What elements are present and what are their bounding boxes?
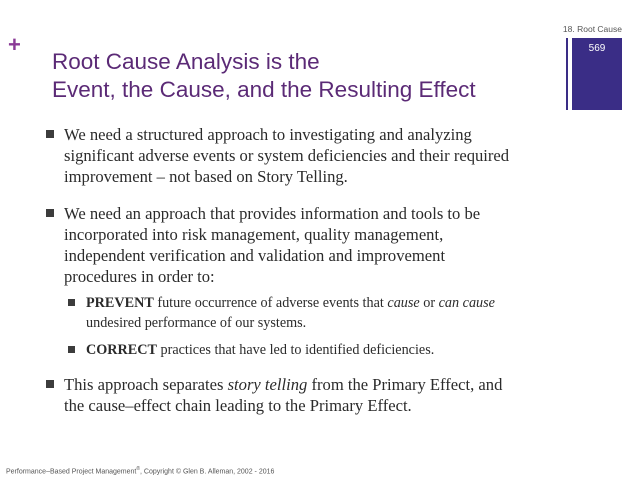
- footer-text: , Copyright © Glen B. Alleman, 2002 - 2016: [140, 468, 275, 476]
- bullet-line: independent verification and validation and improvement: [64, 246, 446, 265]
- bullet-structured-approach: [46, 124, 606, 187]
- section-label: 18. Root Cause: [562, 24, 622, 34]
- subbullet-text: or: [419, 295, 439, 311]
- bullet-approach-information: [46, 203, 606, 287]
- subbullet-correct: [46, 340, 606, 360]
- bullet-line: incorporated into risk management, quality management,: [64, 225, 444, 244]
- bullet-text: from the Primary Effect, and: [307, 375, 503, 394]
- subbullet-text: future occurrence of adverse events that: [153, 295, 388, 311]
- bullet-line: the cause–effect chain leading to the Primary Effect.: [64, 396, 412, 415]
- accent-bar-thin: [566, 38, 568, 110]
- footer-text: Performance–Based Project Management: [6, 468, 137, 476]
- bullet-line: [64, 374, 606, 395]
- square-bullet-icon: [46, 130, 54, 138]
- title-line-2: Event, the Cause, and the Resulting Effect: [52, 77, 476, 102]
- bullet-line: significant adverse events or system deficiencies and their required: [64, 146, 510, 165]
- subbullet-italic: can cause: [438, 295, 495, 311]
- bullet-line: improvement – not based on Story Telling.: [64, 167, 348, 186]
- square-bullet-icon: [46, 209, 54, 217]
- slide-body: [46, 124, 606, 416]
- keyword-correct: CORRECT: [86, 342, 157, 358]
- bullet-italic: story telling: [227, 375, 308, 394]
- bullet-line: We need a structured approach to investigating and analyzing: [64, 125, 472, 144]
- bullet-separates-story-telling: [46, 374, 606, 416]
- subbullet-line: [86, 293, 606, 313]
- square-bullet-icon: [68, 346, 75, 353]
- bullet-text: This approach separates: [64, 375, 228, 394]
- subbullet-prevent: [46, 293, 606, 333]
- subbullet-text: practices that have led to identified deficiencies.: [156, 342, 435, 358]
- plus-icon: +: [8, 32, 21, 57]
- footer-copyright: [6, 466, 274, 475]
- subbullet-italic: cause: [387, 295, 420, 311]
- subbullet-line: [86, 340, 606, 360]
- title-line-1: Root Cause Analysis is the: [52, 49, 320, 74]
- bullet-line: We need an approach that provides information and tools to be: [64, 204, 481, 223]
- registered-mark: ®: [136, 466, 141, 472]
- square-bullet-icon: [68, 299, 75, 306]
- subbullet-line: undesired performance of our systems.: [86, 315, 307, 331]
- page-number: 569: [588, 43, 606, 54]
- slide-title: [52, 48, 552, 104]
- bullet-line: procedures in order to:: [64, 267, 215, 286]
- square-bullet-icon: [46, 380, 54, 388]
- keyword-prevent: PREVENT: [86, 295, 154, 311]
